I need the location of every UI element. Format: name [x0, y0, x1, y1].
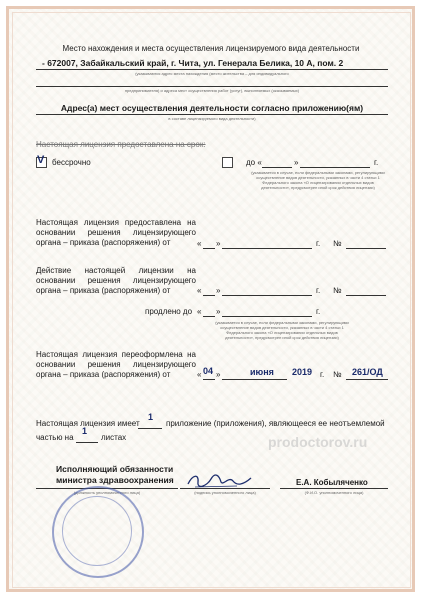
signature-graphic	[185, 470, 255, 490]
reissued-day-line	[203, 379, 215, 380]
signatory-name: Е.А. Кобыляченко	[296, 478, 368, 487]
signatory-position: Исполняющий обязанности министра здравоохранения	[56, 464, 174, 485]
appendix-count-line	[138, 428, 162, 429]
name-line	[280, 488, 388, 489]
indefinite-label: бессрочно	[52, 158, 91, 167]
appendix-sheets-line	[76, 442, 98, 443]
address-underline	[36, 69, 388, 70]
prolonged-month-line	[222, 316, 312, 317]
reissued-year: г.	[320, 370, 325, 379]
prolonged-open: «	[197, 307, 202, 316]
appendix-count: 1	[148, 412, 154, 422]
prolonged-label: продлено до	[145, 307, 193, 316]
address-hint: (указываются адрес места нахождения (место жительства – для индивидуального	[135, 71, 289, 76]
address-hint-2: предпринимателя) и адреса мест осуществления работ (услуг), выполняемых (оказываемых)	[124, 88, 300, 93]
extended-number-label: №	[333, 286, 342, 295]
reissued-date-close: »	[216, 370, 221, 379]
addresses-value: Адрес(а) мест осуществления деятельности согласно приложению(ям)	[60, 103, 364, 113]
address-value: - 672007, Забайкальский край, г. Чита, ул. Генерала Белика, 10 А, пом. 2	[42, 58, 344, 68]
prolonged-year: г.	[316, 307, 321, 316]
granted-text: Настоящая лицензия предоставлена на основании решения лицензирующего органа – приказа (распоряжения) от	[36, 218, 196, 247]
granted-year: г.	[316, 239, 321, 248]
extended-month-line	[222, 295, 312, 296]
appendix-line1-start: Настоящая лицензия имеет	[36, 419, 140, 428]
address-underline-2	[36, 86, 388, 87]
until-year: г.	[374, 158, 379, 167]
place-label: Место нахождения и места осуществления лицензируемого вида деятельности	[62, 44, 360, 53]
appendix-line1-end: приложение (приложения), являющееся ее неотъемлемой	[166, 419, 385, 428]
appendix-line2-end: листах	[101, 433, 127, 442]
extended-number-line	[346, 295, 386, 296]
reissued-day: 04	[203, 366, 214, 376]
granted-day-line	[203, 248, 215, 249]
appendix-line2-start: частью на	[36, 433, 74, 442]
reissued-year-value: 2019	[292, 367, 313, 377]
sign-line	[180, 488, 270, 489]
prolonged-day-line	[203, 316, 215, 317]
reissued-number-value: 261/ОД	[352, 367, 383, 377]
reissued-number-line	[346, 379, 388, 380]
reissued-text: Настоящая лицензия переоформлена на основании решения лицензирующего органа – приказа (распоряжения) от	[36, 350, 196, 379]
reissued-date-open: «	[197, 370, 202, 379]
official-stamp-inner	[62, 496, 132, 566]
position-hint: (должность уполномоченного лица)	[73, 490, 141, 495]
granted-month-line	[222, 248, 312, 249]
term-hint: (указывается в случае, если федеральными законами, регулирующими осуществление видов деятельности, указанных в части 4 статьи 1 Федерального закона «О лицензировании отдельных видов деятельности», предусмотрен иной срок действия лицензии)	[251, 170, 385, 190]
until-checkbox	[222, 157, 233, 168]
reissued-number-label: №	[333, 370, 342, 379]
addresses-hint: в составе лицензируемого вида деятельности)	[168, 116, 256, 121]
sign-hint: (подпись уполномоченного лица)	[194, 490, 256, 495]
extended-hint: (указывается в случае, если федеральными законами, регулирующими осуществление видов деятельности, указанных в части 4 статьи 1 Федерального закона «О лицензировании отдельных видов деятельности», предусмотрен иной срок действия лицензии)	[215, 320, 349, 340]
extended-text: Действие настоящей лицензии на основании решения лицензирующего органа – приказа (распоряжения) от	[36, 266, 196, 295]
prolonged-close: »	[216, 307, 221, 316]
until-day-line	[262, 167, 292, 168]
extended-date-close: »	[216, 286, 221, 295]
granted-number-label: №	[333, 239, 342, 248]
addresses-underline	[36, 114, 388, 115]
watermark: prodoctorov.ru	[268, 434, 368, 450]
until-close: »	[294, 158, 299, 167]
reissued-month-line	[222, 379, 287, 380]
extended-year: г.	[316, 286, 321, 295]
term-label: Настоящая лицензия предоставлена на срок:	[36, 140, 206, 149]
appendix-sheets: 1	[82, 426, 88, 436]
name-hint: (Ф.И.О. уполномоченного лица)	[304, 490, 364, 495]
check-mark-icon: V	[37, 154, 45, 166]
granted-date-close: »	[216, 239, 221, 248]
until-month-line	[300, 167, 370, 168]
reissued-month: июня	[250, 367, 274, 377]
extended-date-open: «	[197, 286, 202, 295]
until-label: до «	[246, 158, 262, 167]
extended-day-line	[203, 295, 215, 296]
granted-number-line	[346, 248, 386, 249]
granted-date-open: «	[197, 239, 202, 248]
